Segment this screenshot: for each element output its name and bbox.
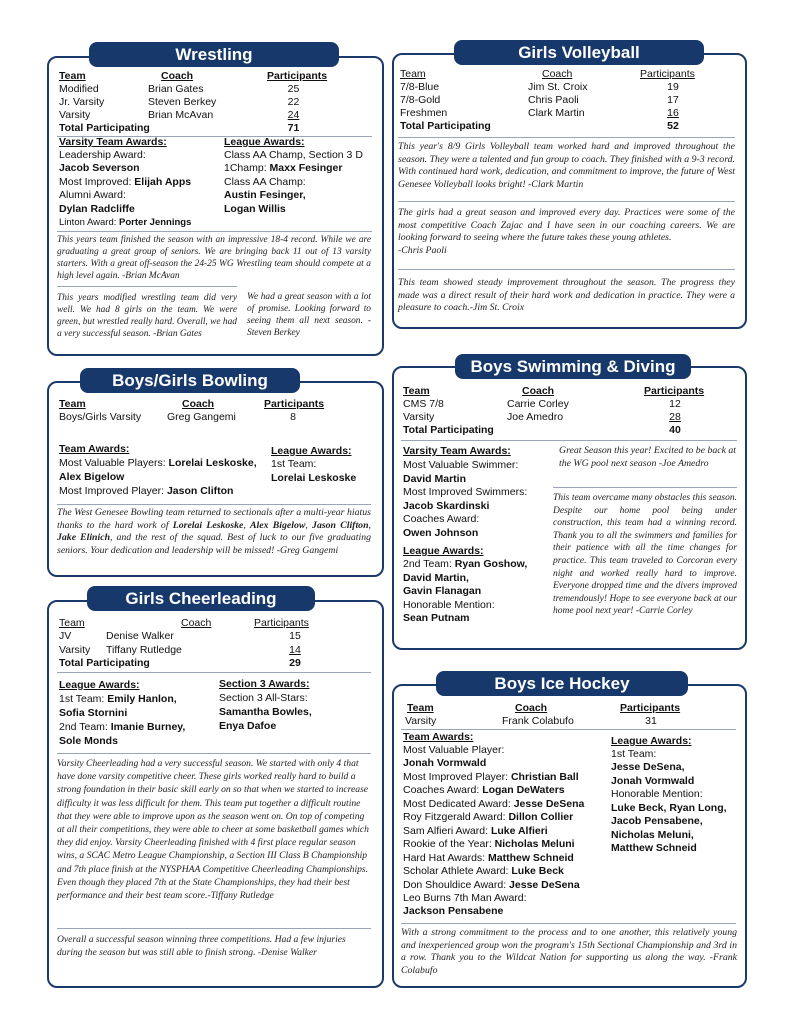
list-item: Austin Fesinger, [224, 189, 306, 202]
team-cell: Varsity [59, 109, 91, 121]
wrestling-team-awards [59, 149, 191, 229]
list-item: Owen Johnson [403, 526, 479, 539]
hockey-col-team: Team [407, 702, 434, 714]
list-item: Sole Monds [59, 735, 118, 747]
list-item: Most Improved: Elijah Apps [59, 175, 192, 188]
list-item: Don Shouldice Award: Jesse DeSena [403, 878, 580, 891]
wrestling-team-awards-heading: Varsity Team Awards: [59, 136, 167, 148]
participants-cell: 15 [289, 630, 301, 642]
list-item: Jacob Skardinski [403, 499, 490, 512]
wrestling-quote-main: This years team finished the season with an impressive 18-4 record. While we are graduating a great group of seniors. We are bringing back 11 out of 13 varsity starters. With a great off-season the 24-25 WG Wrestling team should compete at a high level again. -Brian McAvan [57, 235, 371, 281]
participants-cell: 24 [287, 109, 300, 121]
coach-cell: Joe Amedro [507, 411, 564, 423]
list-item: Gavin Flanagan [403, 585, 482, 597]
bowling-col-coach: Coach [182, 398, 215, 410]
hockey-col-participants: Participants [620, 702, 681, 714]
total-label: Total Participating [400, 120, 491, 132]
list-item: Class AA Champ: [224, 175, 306, 188]
participants-cell: 14 [289, 644, 301, 656]
participants-cell: 8 [290, 411, 296, 423]
list-item: Leadership Award: [59, 149, 146, 161]
hockey-title: Boys Ice Hockey [436, 671, 688, 696]
coach-cell: Greg Gangemi [167, 411, 236, 423]
swimming-team-awards [403, 459, 527, 540]
list-item: David Martin [403, 472, 467, 485]
coach-cell: Carrie Corley [507, 398, 569, 410]
table-row [59, 411, 359, 424]
total-label: Total Participating [403, 424, 494, 436]
swimming-league-awards [403, 558, 527, 626]
list-item: Enya Dafoe [219, 720, 277, 732]
list-item: Jesse DeSena, [611, 761, 685, 774]
table-row [59, 96, 359, 109]
bowling-quote: The West Genesee Bowling team returned to sectionals after a multi-year hiatus thanks to the hard work of Lorelai Leskoske, Alex Bigelow, Jason Clifton, Jake Elinich, and the rest of the squad. Best of luck to our five graduating seniors. Your dedication and leadership will be missed! -Greg Gangemi [57, 507, 371, 556]
bowling-col-participants: Participants [264, 398, 325, 410]
list-item: 2nd Team: Ryan Goshow, [403, 558, 528, 570]
bowling-league-awards-heading: League Awards: [271, 445, 352, 457]
bowling-col-team: Team [59, 398, 86, 410]
wrestling-title: Wrestling [89, 42, 339, 67]
list-item: Rookie of the Year: Nicholas Meluni [403, 838, 575, 851]
list-item: Luke Beck, Ryan Long, [611, 801, 727, 814]
total-label: Total Participating [59, 122, 150, 134]
list-item: Sam Alfieri Award: Luke Alfieri [403, 824, 548, 837]
list-item: Most Improved Player: Christian Ball [403, 770, 579, 783]
list-item: 1st Team: Emily Hanlon, [59, 693, 177, 705]
list-item: Alex Bigelow [59, 471, 125, 483]
volleyball-col-coach: Coach [542, 68, 573, 80]
hockey-team-heading: Team Awards: [403, 731, 474, 743]
list-item: Nicholas Meluni, [611, 828, 694, 841]
list-item: Scholar Athlete Award: Luke Beck [403, 865, 564, 878]
participants-cell: 28 [669, 411, 681, 423]
total-value: 71 [287, 122, 300, 134]
cheer-col-participants: Participants [254, 617, 309, 629]
list-item: Dylan Radcliffe [59, 202, 135, 215]
wrestling-quote-left: This years modified wrestling team did very well. We had 8 girls on the team. We were green, but wrestled really hard. Overall, we had a very successful season. -Brian Gates [57, 293, 237, 339]
team-cell: Boys/Girls Varsity [59, 411, 142, 423]
cheer-col-team: Team [59, 617, 85, 629]
wrestling-col-participants: Participants [267, 70, 328, 82]
list-item: Honorable Mention: [611, 788, 703, 801]
list-item: Jonah Vormwald [403, 757, 487, 770]
coach-cell: Denise Walker [106, 630, 174, 642]
list-item: Most Dedicated Award: Jesse DeSena [403, 797, 585, 810]
swimming-league-heading: League Awards: [403, 545, 484, 557]
wrestling-col-coach: Coach [161, 70, 194, 82]
bowling-team-awards [59, 456, 257, 498]
hockey-team-awards [403, 744, 584, 919]
volleyball-quote-3: This team showed steady improvement throughout the season. The progress they made was a direct result of their hard work and dedication in practice. They were a pleasure to coach.-Jim St. Croix [398, 277, 735, 314]
bowling-league-line-1: 1st Team: [271, 458, 317, 470]
list-item: Most Valuable Player: [403, 744, 505, 756]
list-item: Roy Fitzgerald Award: Dillon Collier [403, 811, 574, 824]
participants-cell: 22 [287, 96, 300, 108]
swimming-col-coach: Coach [522, 385, 555, 397]
coach-cell: Frank Colabufo [502, 715, 574, 727]
table-row [403, 411, 733, 424]
bowling-title: Boys/Girls Bowling [80, 368, 300, 393]
participants-cell: 17 [667, 94, 679, 106]
total-value: 29 [289, 657, 301, 669]
hockey-league-awards [611, 748, 727, 856]
swimming-col-team: Team [403, 385, 430, 397]
swimming-team-heading: Varsity Team Awards: [403, 445, 511, 457]
participants-cell: 16 [667, 107, 679, 119]
list-item: 2nd Team: Imanie Burney, [59, 721, 186, 733]
wrestling-league-awards [224, 149, 363, 216]
list-item: Most Valuable Swimmer: [403, 459, 519, 471]
hockey-col-coach: Coach [515, 702, 548, 714]
list-item: Samantha Bowles, [219, 706, 312, 718]
list-item: Most Improved Swimmers: [403, 486, 528, 498]
cheer-section-awards [219, 691, 312, 733]
list-item: Class AA Champ, Section 3 D [224, 149, 363, 161]
coach-cell: Clark Martin [528, 107, 585, 119]
participants-cell: 19 [667, 81, 679, 93]
total-label: Total Participating [59, 657, 150, 669]
coach-cell: Tiffany Rutledge [106, 644, 182, 656]
team-cell: Modified [59, 83, 99, 95]
hockey-league-heading: League Awards: [611, 735, 692, 747]
total-row [59, 657, 359, 670]
team-cell: Freshmen [400, 107, 448, 119]
team-cell: 7/8-Blue [400, 81, 440, 93]
bowling-league-line-2: Lorelai Leskoske [271, 472, 357, 484]
cheer-col-coach: Coach [181, 617, 212, 629]
table-row [400, 94, 730, 107]
table-row [59, 83, 359, 96]
list-item: Sofia Stornini [59, 707, 128, 719]
wrestling-col-team: Team [59, 70, 86, 82]
team-cell: Varsity [403, 411, 435, 423]
list-item: Hard Hat Awards: Matthew Schneid [403, 851, 574, 864]
team-cell: Varsity [405, 715, 437, 727]
table-row [59, 109, 359, 122]
list-item: David Martin, [403, 571, 469, 584]
swimming-title: Boys Swimming & Diving [455, 354, 691, 379]
swimming-col-participants: Participants [644, 385, 705, 397]
list-item: Honorable Mention: [403, 598, 495, 611]
cheer-quote-2: Overall a successful season winning three competitions. Had a few injuries during the season but was still able to finish strong. -Denise Walker [57, 934, 346, 958]
volleyball-col-team: Team [400, 68, 426, 80]
team-cell: JV [59, 630, 72, 642]
team-cell: Varsity [59, 644, 91, 656]
list-item: Sean Putnam [403, 612, 470, 624]
coach-cell: Chris Paoli [528, 94, 579, 106]
bowling-team-awards-heading: Team Awards: [59, 443, 130, 455]
coach-cell: Brian McAvan [148, 109, 214, 121]
list-item: Most Valuable Players: Lorelai Leskoske, [59, 457, 257, 469]
list-item: Jacob Pensabene, [611, 815, 703, 828]
wrestling-quote-right: We had a great season with a lot of promise. Looking forward to seeing them all next season. -Steven Berkey [247, 292, 371, 338]
list-item: Matthew Schneid [611, 842, 697, 855]
list-item: Leo Burns 7th Man Award: [403, 891, 527, 904]
participants-cell: 31 [645, 715, 657, 727]
total-row [59, 122, 359, 135]
table-row [405, 715, 735, 728]
table-row [59, 630, 359, 643]
list-item: 1Champ: Maxx Fesinger [224, 162, 343, 175]
coach-cell: Steven Berkey [148, 96, 217, 108]
list-item: Jacob Severson [59, 162, 140, 175]
team-cell: Jr. Varsity [59, 96, 105, 108]
total-row [403, 424, 733, 437]
volleyball-quote-2: The girls had a great season and improved every day. Practices were some of the most competitive Coach Zajac and I have seen in our coaching careers. We are looking forward to seeing where the future takes these young athletes. [398, 207, 735, 244]
hockey-quote: With a strong commitment to the process and to one another, this relatively young and inexperienced group won the program's 15th Sectional Championship and 3rd in a row. Thank you to the Wildcat Nation for supporting us along the way. -Frank Colabufo [401, 927, 737, 976]
swimming-quote-2: This team overcame many obstacles this season. Despite our home pool being under construction, this team had a winning record. Thank you to all the swimmers and families for their patience with all the time changes for practice. This team traveled to Corcoran every night and worked really hard to improve. Everyone dropped time and the divers improved tremendously! Hope to see everyone back at our home pool next year! -Carrie Corley [553, 493, 737, 617]
cheer-title: Girls Cheerleading [87, 586, 315, 611]
list-item: Coaches Award: [403, 513, 480, 525]
total-row [400, 120, 730, 133]
participants-cell: 25 [287, 83, 300, 95]
list-item: Alumni Award: [59, 189, 126, 202]
list-item: Most Improved Player: Jason Clifton [59, 485, 234, 497]
table-row [400, 81, 730, 94]
coach-cell: Brian Gates [148, 83, 204, 95]
volleyball-col-participants: Participants [640, 68, 695, 80]
cheer-league-awards [59, 692, 185, 748]
coach-cell: Jim St. Croix [528, 81, 588, 93]
wrestling-league-awards-heading: League Awards: [224, 136, 305, 148]
volleyball-quote-2-signature: -Chris Paoli [398, 245, 447, 256]
table-row [59, 644, 359, 657]
swimming-quote-1: Great Season this year! Excited to be back at the WG pool next season -Joe Amedro [559, 445, 737, 469]
total-value: 40 [669, 424, 681, 436]
cheer-league-heading: League Awards: [59, 679, 140, 691]
cheer-quote-1: Varsity Cheerleading had a very successful season. We started with only 4 that have done varsity competitive cheer. These girls worked really hard to build a strong foundation in their basic skill early on so that when we started to increase difficulty it was less difficult for them. This team put together a difficult routine that they were able to improve upon as the season went on. On top of competing at all their competitions, they were able to cheer at some basketball games which they did enjoy. Varsity Cheerleading finished with 4 first place regular season wins, a SCAC Metro League Championship, a Section III Class B Championship and 7th place finish at the NYSPHAA Competitive Cheerleading Championships. Even though they placed 7th at the State Championships, they had their best performance and their best team score.-Tiffany Rutledge [57, 758, 369, 902]
table-row [400, 107, 730, 120]
list-item: Section 3 All-Stars: [219, 692, 308, 704]
team-cell: CMS 7/8 [403, 398, 444, 410]
volleyball-title: Girls Volleyball [454, 40, 704, 65]
cheer-section-heading: Section 3 Awards: [219, 678, 310, 690]
table-row [403, 398, 733, 411]
participants-cell: 12 [669, 398, 681, 410]
list-item: Coaches Award: Logan DeWaters [403, 784, 565, 797]
list-item: Linton Award: Porter Jennings [59, 217, 192, 229]
list-item: Jonah Vormwald [611, 774, 695, 787]
list-item: Logan Willis [224, 202, 286, 215]
team-cell: 7/8-Gold [400, 94, 441, 106]
list-item: Jackson Pensabene [403, 905, 504, 918]
list-item: 1st Team: [611, 748, 657, 760]
total-value: 52 [667, 120, 679, 132]
volleyball-quote-1: This year's 8/9 Girls Volleyball team worked hard and improved throughout the season. They were a talented and fun group to coach. They finished with a 9-3 record. With continued hard work, dedication, and commitment to improve, the future of West Genesee Volleyball looks bright! -Clark Martin [398, 141, 735, 190]
